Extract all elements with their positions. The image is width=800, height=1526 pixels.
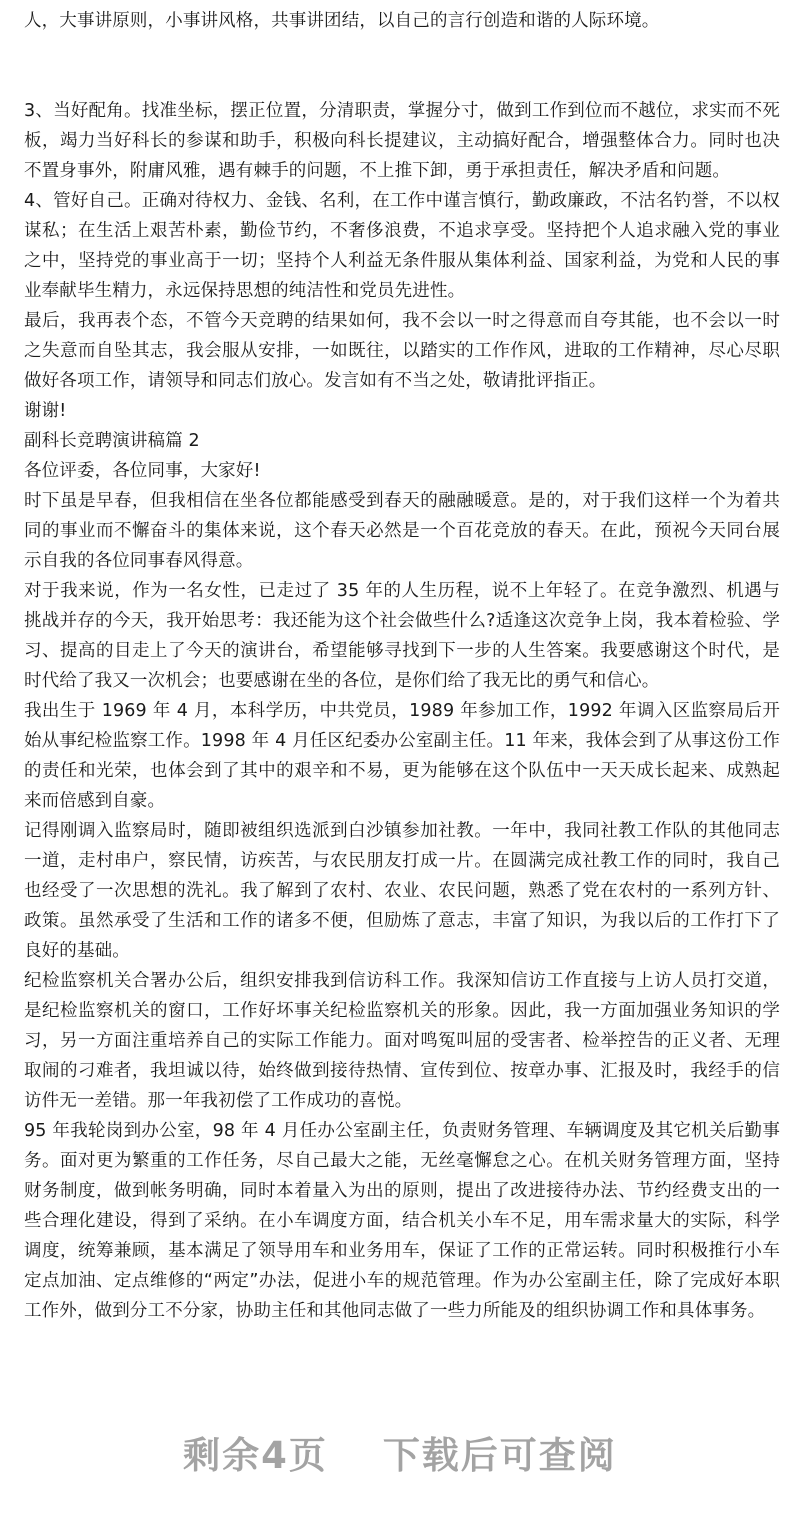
paragraph: 人，大事讲原则，小事讲风格，共事讲团结，以自己的言行创造和谐的人际环境。 <box>24 11 660 31</box>
paragraph-gap <box>24 36 780 96</box>
paragraph: 谢谢! <box>24 401 67 421</box>
download-prompt[interactable] <box>0 1425 800 1479</box>
section-title: 副科长竞聘演讲稿篇 2 <box>24 431 200 451</box>
paragraph: 对于我来说，作为一名女性，已走过了 35 年的人生历程，说不上年轻了。在竞争激烈、机遇与挑战并存的今天，我开始思考：我还能为这个社会做些什么?适逢这次竞争上岗，我本着检验、学习、提高的目走上了今天的演讲台，希望能够寻找到下一步的人生答案。我要感谢这个时代，是时代给了我又一次机会；也要感谢在坐的各位，是你们给了我无比的勇气和信心。 <box>24 581 780 691</box>
paragraph: 我出生于 1969 年 4 月，本科学历，中共党员，1989 年参加工作，1992 年调入区监察局后开始从事纪检监察工作。1998 年 4 月任区纪委办公室副主任。11 年来，我体会到了从事这份工作的责任和光荣，也体会到了其中的艰辛和不易，更为能够在这个队伍中一天天成长起来、成熟起来而倍感到自豪。 <box>24 701 780 811</box>
download-to-view-label[interactable]: 下载后可查阅 <box>382 1434 617 1477</box>
paragraph: 各位评委，各位同事，大家好! <box>24 461 261 481</box>
paragraph: 时下虽是早春，但我相信在坐各位都能感受到春天的融融暖意。是的，对于我们这样一个为着共同的事业而不懈奋斗的集体来说，这个春天必然是一个百花竞放的春天。在此，预祝今天同台展示自我的各位同事春风得意。 <box>24 491 780 571</box>
paragraph: 纪检监察机关合署办公后，组织安排我到信访科工作。我深知信访工作直接与上访人员打交道，是纪检监察机关的窗口，工作好坏事关纪检监察机关的形象。因此，我一方面加强业务知识的学习，另一方面注重培养自己的实际工作能力。面对鸣冤叫屈的受害者、检举控告的正义者、无理取闹的刁难者，我坦诚以待，始终做到接待热情、宣传到位、按章办事、汇报及时，我经手的信访件无一差错。那一年我初偿了工作成功的喜悦。 <box>24 971 780 1111</box>
paragraph: 4、管好自己。正确对待权力、金钱、名利，在工作中谨言慎行，勤政廉政，不沽名钓誉，不以权谋私；在生活上艰苦朴素，勤俭节约，不奢侈浪费，不追求享受。坚持把个人追求融入党的事业之中，坚持党的事业高于一切；坚持个人利益无条件服从集体利益、国家利益，为党和人民的事业奉献毕生精力，永远保持思想的纯洁性和党员先进性。 <box>24 191 780 301</box>
document-body <box>24 0 780 1326</box>
paragraph: 3、当好配角。找准坐标，摆正位置，分清职责，掌握分寸，做到工作到位而不越位，求实而不死板，竭力当好科长的参谋和助手，积极向科长提建议，主动搞好配合，增强整体合力。同时也决不置身事外，附庸风雅，遇有棘手的问题，不上推下卸，勇于承担责任，解决矛盾和问题。 <box>24 101 780 181</box>
paragraph: 95 年我轮岗到办公室，98 年 4 月任办公室副主任，负责财务管理、车辆调度及其它机关后勤事务。面对更为繁重的工作任务，尽自己最大之能，无丝毫懈怠之心。在机关财务管理方面，坚持财务制度，做到帐务明确，同时本着量入为出的原则，提出了改进接待办法、节约经费支出的一些合理化建设，得到了采纳。在小车调度方面，结合机关小车不足，用车需求量大的实际，科学调度，统筹兼顾，基本满足了领导用车和业务用车，保证了工作的正常运转。同时积极推行小车定点加油、定点维修的“两定”办法，促进小车的规范管理。作为办公室副主任，除了完成好本职工作外，做到分工不分家，协助主任和其他同志做了一些力所能及的组织协调工作和具体事务。 <box>24 1121 780 1321</box>
paragraph: 最后，我再表个态，不管今天竞聘的结果如何，我不会以一时之得意而自夸其能，也不会以一时之失意而自坠其志，我会服从安排，一如既往，以踏实的工作作风，进取的工作精神，尽心尽职做好各项工作，请领导和同志们放心。发言如有不当之处，敬请批评指正。 <box>24 311 780 391</box>
remaining-pages-label[interactable]: 剩余4页 <box>183 1434 328 1477</box>
paragraph: 记得刚调入监察局时，随即被组织选派到白沙镇参加社教。一年中，我同社教工作队的其他同志一道，走村串户，察民情，访疾苦，与农民朋友打成一片。在圆满完成社教工作的同时，我自己也经受了一次思想的洗礼。我了解到了农村、农业、农民问题，熟悉了党在农村的一系列方针、政策。虽然承受了生活和工作的诸多不便，但励炼了意志，丰富了知识，为我以后的工作打下了良好的基础。 <box>24 821 780 961</box>
